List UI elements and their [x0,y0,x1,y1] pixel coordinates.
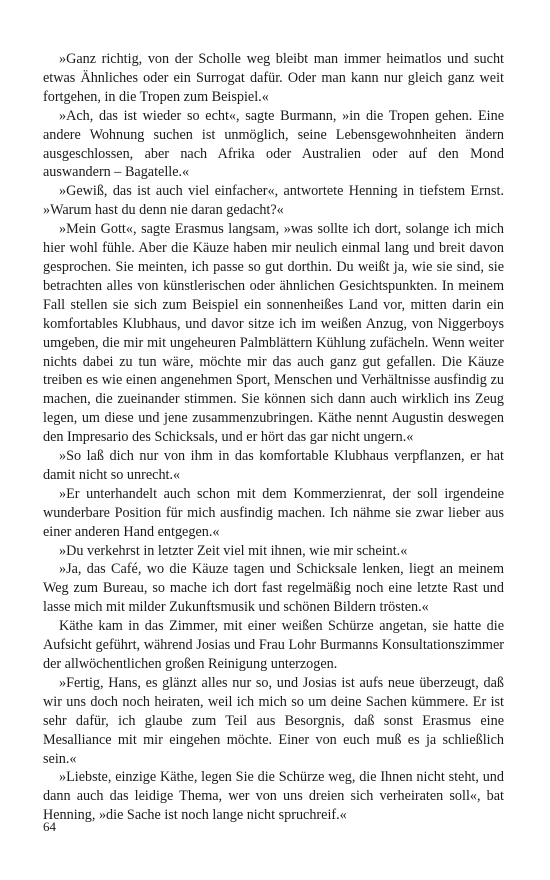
paragraph: »Du verkehrst in letzter Zeit viel mit ihnen, wie mir scheint.« [59,542,408,559]
paragraph: »Er unterhandelt auch schon mit dem Kommerzienrat, der soll irgendeine wunderbare Position für mich ausfindig machen. Ich nähme sie zwar lieber aus einer anderen Hand entgegen.« [43,485,504,540]
paragraph: »Fertig, Hans, es glänzt alles nur so, und Josias ist aufs neue überzeugt, daß wir uns doch noch heiraten, weil ich mich so um deine Sachen kümmere. Er ist sehr dafür, ich glaube zum Teil aus Besorgnis, daß sonst Erasmus eine Mesalliance mit mir eingehen möchte. Einer von euch muß es ja schließlich sein.« [43,674,504,767]
paragraph: »Gewiß, das ist auch viel einfacher«, antwortete Henning in tiefstem Ernst. »Warum hast du denn nie daran gedacht?« [43,183,504,219]
paragraph: Käthe kam in das Zimmer, mit einer weißen Schürze angetan, sie hatte die Aufsicht geführt, während Josias und Frau Lohr Burmanns Konsultationszimmer der allwöchentlichen großen Reinigung unterzogen. [43,618,504,672]
paragraph: »So laß dich nur von ihm in das komfortable Klubhaus verpflanzen, er hat damit nicht so unrecht.« [43,448,504,483]
paragraph: »Liebste, einzige Käthe, legen Sie die Schürze weg, die Ihnen nicht steht, und dann auch das leidige Thema, wer von uns dreien sich verheiraten soll«, bat Henning, »die Sache ist noch lange nicht spruchreif.« [43,769,504,824]
paragraph: »Ja, das Café, wo die Käuze tagen und Schicksale lenken, liegt an meinem Weg zum Bureau, so mache ich dort fast regelmäßig noch eine letzte Rast und lasse mich mit milder Zukunftsmusik und schönen Bildern trösten.« [43,561,504,616]
page-number: 64 [43,819,56,834]
book-page-body [43,50,504,825]
paragraph: »Mein Gott«, sagte Erasmus langsam, »was sollte ich dort, solange ich mich hier wohl fühle. Aber die Käuze haben mir neulich einmal lang und breit davon gesprochen. Sie meinten, ich passe so gut dorthin. Du weißt ja, wie sie sind, sie betrachten alles von künstlerischen oder ähnlichen Gesichtspunkten. In meinem Fall stellen sie sich zum Beispiel ein sonnenheißes Land vor, mitten darin ein komfortables Klubhaus, und davor sitze ich im weißen Anzug, von Niggerboys umgeben, die mir mit ungeheuren Palmblättern Kühlung zufächeln. Wenn weiter nichts dabei zu tun wäre, möchte mir das auch ganz gut gefallen. Die Käuze treiben es wie einen angenehmen Sport, Menschen und Verhältnisse ausfindig zu machen, die zueinander stimmen. Sie können sich dann auch wirklich ins Zeug legen, um diese und jene zusammenzubringen. Käthe nennt Augustin deswegen den Impresario des Schicksals, und er hört das gar nicht ungern.« [43,221,504,446]
paragraph: »Ach, das ist wieder so echt«, sagte Burmann, »in die Tropen gehen. Eine andere Wohnung suchen ist unmöglich, seine Lebensgewohnheiten ändern ausgeschlossen, aber nach Afrika oder Australien oder auf den Mond auswandern – Bagatelle.« [43,107,504,181]
paragraph: »Ganz richtig, von der Scholle weg bleibt man immer heimatlos und sucht etwas Ähnliches oder ein Surrogat dafür. Oder man kann nur gleich ganz weit fortgehen, in die Tropen zum Beispiel.« [43,51,504,105]
